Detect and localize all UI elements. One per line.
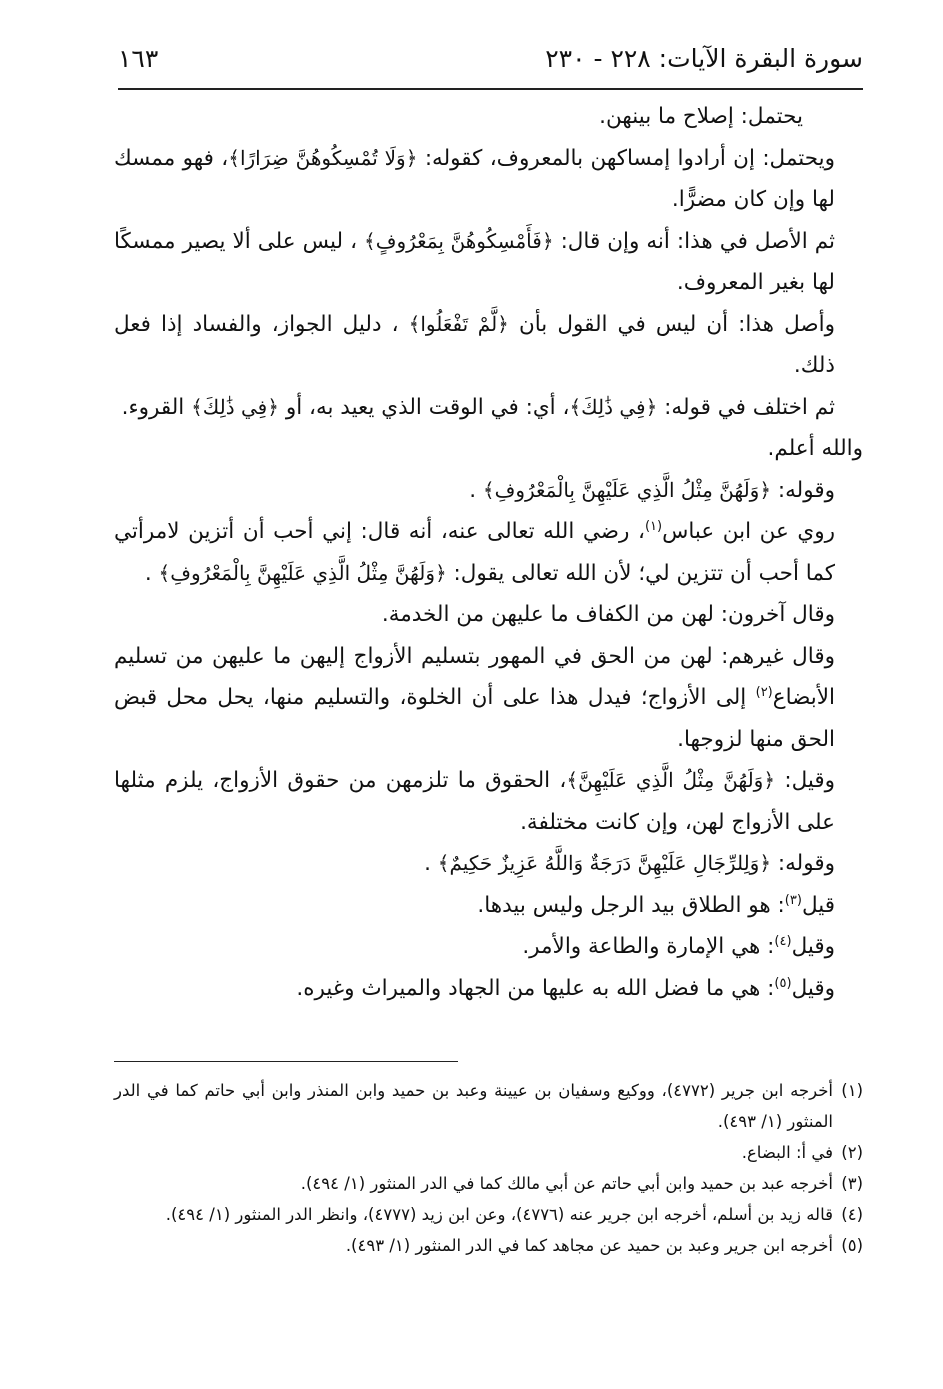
footnote-ref: (٢) xyxy=(755,684,773,700)
quran-verse: ﴿فِي ذَٰلِكَ﴾ xyxy=(191,394,279,419)
page-header xyxy=(118,38,863,90)
footnote-ref: (٣) xyxy=(784,892,802,908)
footnote: (٢) في أ: البضاع. xyxy=(741,1143,863,1162)
paragraph: وقوله: ﴿وَلَهُنَّ مِثْلُ الَّذِي عَلَيْهِنَّ بِالْمَعْرُوفِ﴾ . xyxy=(469,477,835,503)
paragraph: وقيل$^{(٥)}$: هي ما فضل الله به عليها من الجهاد والميراث وغيره. xyxy=(296,975,835,1001)
footnote: (٤) قاله زيد بن أسلم، أخرجه ابن جرير عنه (٤٧٧٦)، وعن ابن زيد (٤٧٧٧)، وانظر الدر المنثور (١/ ٤٩٤). xyxy=(165,1205,863,1224)
footnote-separator xyxy=(114,1061,458,1062)
page-number: ١٦٣ xyxy=(118,44,159,73)
quran-verse: ﴿وَلَهُنَّ مِثْلُ الَّذِي عَلَيْهِنَّ بِالْمَعْرُوفِ﴾ xyxy=(482,477,772,502)
quran-verse: ﴿فَأَمْسِكُوهُنَّ بِمَعْرُوفٍ﴾ xyxy=(364,228,554,253)
paragraph: وأصل هذا: أن ليس في القول بأن ﴿لَّمْ تَفْعَلُوا﴾ ، دليل الجواز، والفساد إذا فعل ذلك. xyxy=(114,311,835,378)
footnote-ref: (٥) xyxy=(774,975,792,991)
footnote: (٥) أخرجه ابن جرير وعبد بن حميد عن مجاهد كما في الدر المنثور (١/ ٤٩٣). xyxy=(345,1236,863,1255)
quran-verse: ﴿وَلِلرِّجَالِ عَلَيْهِنَّ دَرَجَةٌ وَاللَّهُ عَزِيزٌ حَكِيمٌ﴾ xyxy=(437,851,772,875)
paragraph: قيل$^{(٣)}$: هو الطلاق بيد الرجل وليس بيدها. xyxy=(477,892,835,918)
paragraph: وقال آخرون: لهن من الكفاف ما عليهن من الخدمة. xyxy=(381,602,835,627)
quran-verse: ﴿فِي ذَٰلِكَ﴾ xyxy=(569,394,658,419)
quran-verse: ﴿وَلَهُنَّ مِثْلُ الَّذِي عَلَيْهِنَّ﴾ xyxy=(566,768,776,792)
paragraph: وقوله: ﴿وَلِلرِّجَالِ عَلَيْهِنَّ دَرَجَةٌ وَاللَّهُ عَزِيزٌ حَكِيمٌ﴾ . xyxy=(424,851,835,876)
footnote-ref: (٤) xyxy=(774,933,792,949)
running-title: سورة البقرة الآيات: ٢٢٨ - ٢٣٠ xyxy=(545,44,863,73)
paragraph: ويحتمل: إن أرادوا إمساكهن بالمعروف، كقوله: ﴿وَلَا تُمْسِكُوهُنَّ ضِرَارًا﴾، فهو ممسك لها وإن كان مضرًّا. xyxy=(114,145,836,212)
quran-verse: ﴿وَلَا تُمْسِكُوهُنَّ ضِرَارًا﴾ xyxy=(228,145,418,170)
paragraph: ثم الأصل في هذا: أنه وإن قال: ﴿فَأَمْسِكُوهُنَّ بِمَعْرُوفٍ﴾ ، ليس على ألا يصير ممسكًا لها بغير المعروف. xyxy=(114,228,835,295)
paragraph: يحتمل: إصلاح ما بينهن. xyxy=(599,104,803,129)
footnote-ref: (١) xyxy=(644,518,663,534)
footnote: (١) أخرجه ابن جرير (٤٧٧٢)، ووكيع وسفيان بن عيينة وعبد بن حميد وابن المنذر وابن أبي حاتم كما في الدر المنثور (١/ ٤٩٣). xyxy=(114,1081,863,1131)
quran-verse: ﴿وَلَهُنَّ مِثْلُ الَّذِي عَلَيْهِنَّ بِالْمَعْرُوفِ﴾ xyxy=(158,560,447,585)
paragraph: والله أعلم. xyxy=(767,436,863,461)
paragraph: وقيل$^{(٤)}$: هي الإمارة والطاعة والأمر. xyxy=(522,933,835,959)
main-text xyxy=(114,96,863,1009)
paragraph: روي عن ابن عباس$^{(١)}$، رضي الله تعالى عنه، أنه قال: إني أحب أن أتزين لامرأتي كما أحب أن تتزين لي؛ لأن الله تعالى يقول: ﴿وَلَهُنَّ مِثْلُ الَّذِي عَلَيْهِنَّ بِالْمَعْرُوفِ﴾ . xyxy=(114,518,835,586)
quran-verse: ﴿لَّمْ تَفْعَلُوا﴾ xyxy=(408,311,509,336)
paragraph: وقال غيرهم: لهن من الحق في المهور بتسليم الأزواج إليهن ما عليهن من تسليم الأبضاع$^{(٢)}$ إلى الأزواج؛ فيدل هذا على أن الخلوة، والتسليم منها، يحل محل قبض الحق منها لزوجها. xyxy=(114,643,835,752)
footnote: (٣) أخرجه عبد بن حميد وابن أبي حاتم عن أبي مالك كما في الدر المنثور (١/ ٤٩٤). xyxy=(300,1174,863,1193)
footnotes xyxy=(114,1075,863,1261)
paragraph: ثم اختلف في قوله: ﴿فِي ذَٰلِكَ﴾، أي: في الوقت الذي يعيد به، أو ﴿فِي ذَٰلِكَ﴾ القروء. xyxy=(121,394,835,420)
paragraph: وقيل: ﴿وَلَهُنَّ مِثْلُ الَّذِي عَلَيْهِنَّ﴾، الحقوق ما تلزمهن من حقوق الأزواج، يلزم مثلها على الأزواج لهن، وإن كانت مختلفة. xyxy=(114,768,836,835)
